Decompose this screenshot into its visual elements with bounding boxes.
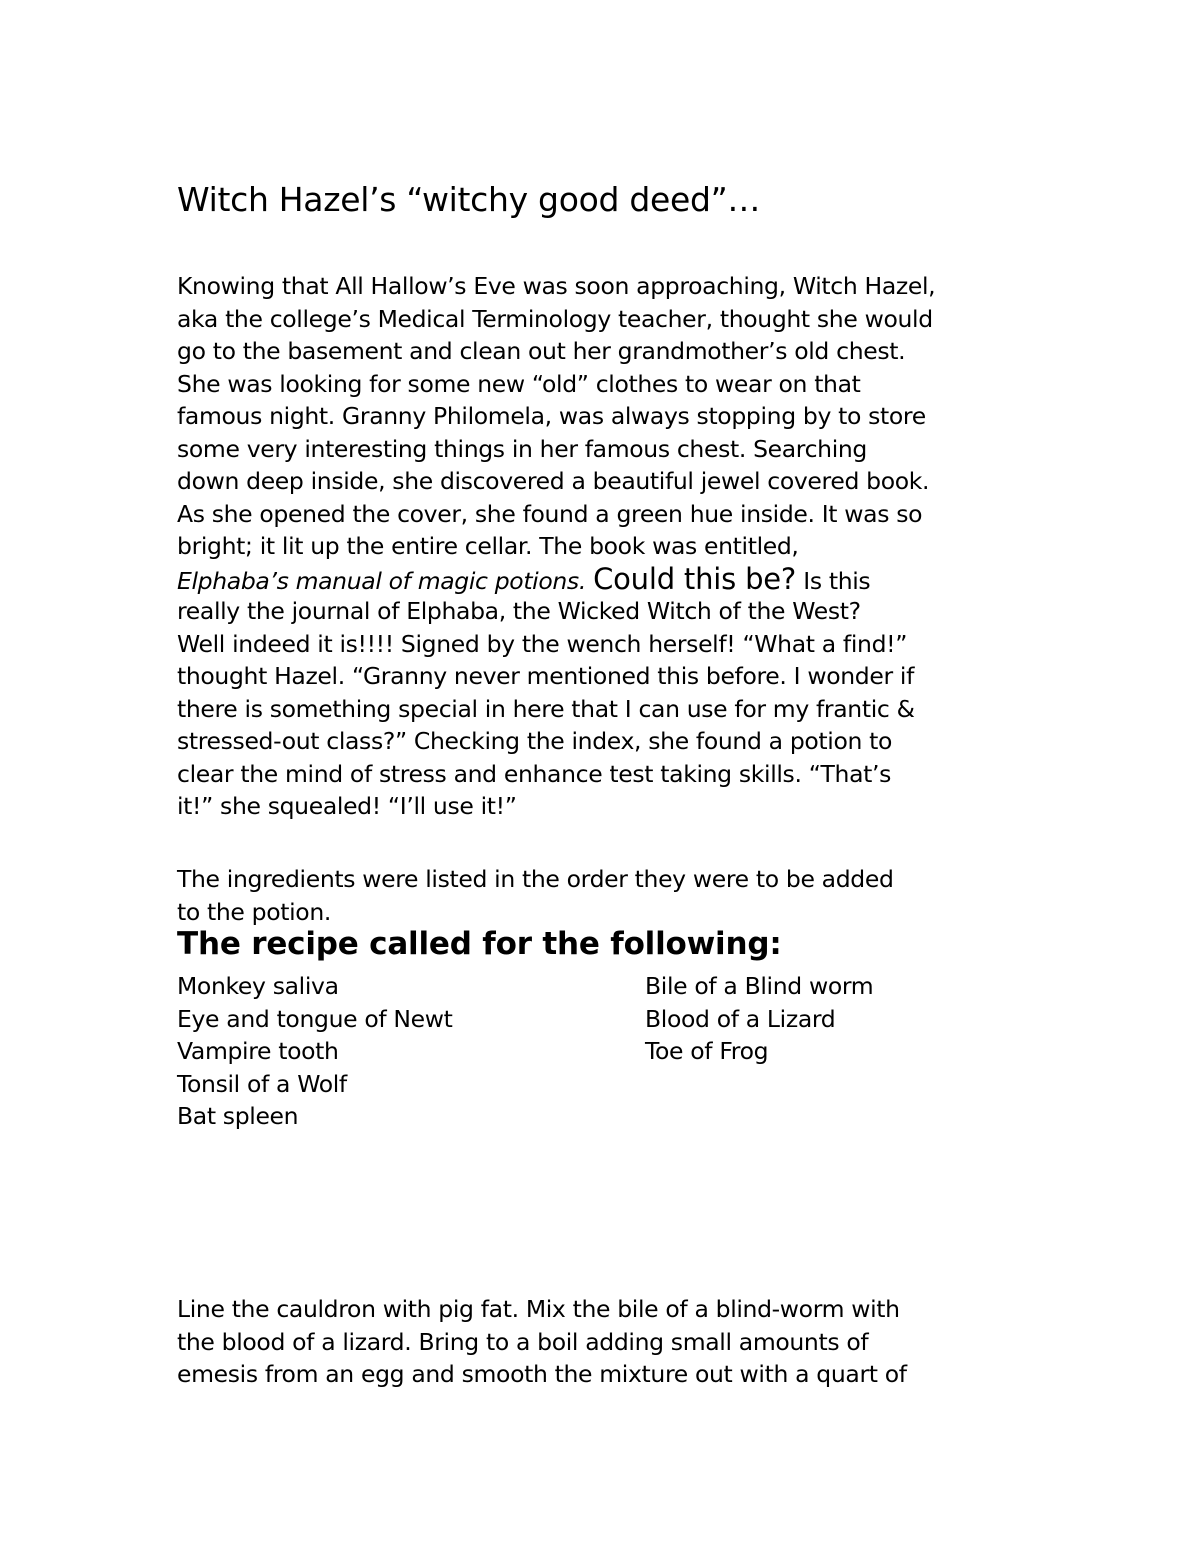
story-line: stressed-out class?” Checking the index, she found a potion to <box>177 727 893 755</box>
is-this: Is this <box>803 566 871 595</box>
ingredient-item: Tonsil of a Wolf <box>177 1069 347 1098</box>
ingredients-intro-paragraph <box>177 863 894 928</box>
ingredients-intro-line: The ingredients were listed in the order they were to be added <box>177 865 894 893</box>
story-line: clear the mind of stress and enhance test taking skills. “That’s <box>177 759 891 788</box>
instruction-line: the blood of a lizard. Bring to a boil adding small amounts of <box>177 1327 869 1356</box>
ingredient-item: Bile of a Blind worm <box>645 972 874 1000</box>
story-line: Well indeed it is!!!! Signed by the wench herself! “What a find!” <box>177 629 908 658</box>
story-line: Knowing that All Hallow’s Eve was soon approaching, Witch Hazel, <box>177 272 936 300</box>
story-line: She was looking for some new “old” clothes to wear on that <box>177 369 861 398</box>
story-line: As she opened the cover, she found a green hue inside. It was so <box>177 499 923 528</box>
ingredients-column-right <box>645 970 873 1068</box>
story-line: some very interesting things in her famous chest. Searching <box>177 434 867 463</box>
instruction-line: Line the cauldron with pig fat. Mix the bile of a blind-worm with <box>177 1295 900 1323</box>
ingredient-item: Blood of a Lizard <box>645 1004 836 1033</box>
ingredient-item: Toe of Frog <box>645 1037 769 1065</box>
ingredient-item: Monkey saliva <box>177 972 339 1000</box>
story-paragraph <box>177 270 935 823</box>
story-line: go to the basement and clean out her grandmother’s old chest. <box>177 337 906 365</box>
instruction-line: emesis from an egg and smooth the mixture out with a quart of <box>177 1360 907 1388</box>
could-this-be: Could this be? <box>593 561 797 596</box>
recipe-heading: The recipe called for the following: <box>177 926 782 962</box>
story-line: bright; it lit up the entire cellar. The book was entitled, <box>177 532 799 560</box>
ingredient-item: Vampire tooth <box>177 1037 339 1065</box>
ingredients-column-left <box>177 970 452 1133</box>
ingredient-item: Bat spleen <box>177 1102 299 1130</box>
story-line: down deep inside, she discovered a beautiful jewel covered book. <box>177 467 930 495</box>
story-line: famous night. Granny Philomela, was always stopping by to store <box>177 402 926 430</box>
story-line: there is something special in here that I can use for my frantic & <box>177 694 915 723</box>
story-line: thought Hazel. “Granny never mentioned this before. I wonder if <box>177 662 915 690</box>
story-line: it!” she squealed! “I’ll use it!” <box>177 792 517 820</box>
story-line: really the journal of Elphaba, the Wicked Witch of the West? <box>177 597 861 625</box>
story-line: aka the college’s Medical Terminology teacher, thought she would <box>177 304 933 333</box>
ingredients-intro-line: to the potion. <box>177 897 331 926</box>
ingredient-item: Eye and tongue of Newt <box>177 1004 453 1033</box>
instructions-paragraph <box>177 1293 907 1391</box>
story-line-mixed <box>177 563 935 596</box>
page-title: Witch Hazel’s “witchy good deed”… <box>177 180 761 219</box>
book-title: Elphaba’s manual of magic potions. <box>177 566 586 595</box>
